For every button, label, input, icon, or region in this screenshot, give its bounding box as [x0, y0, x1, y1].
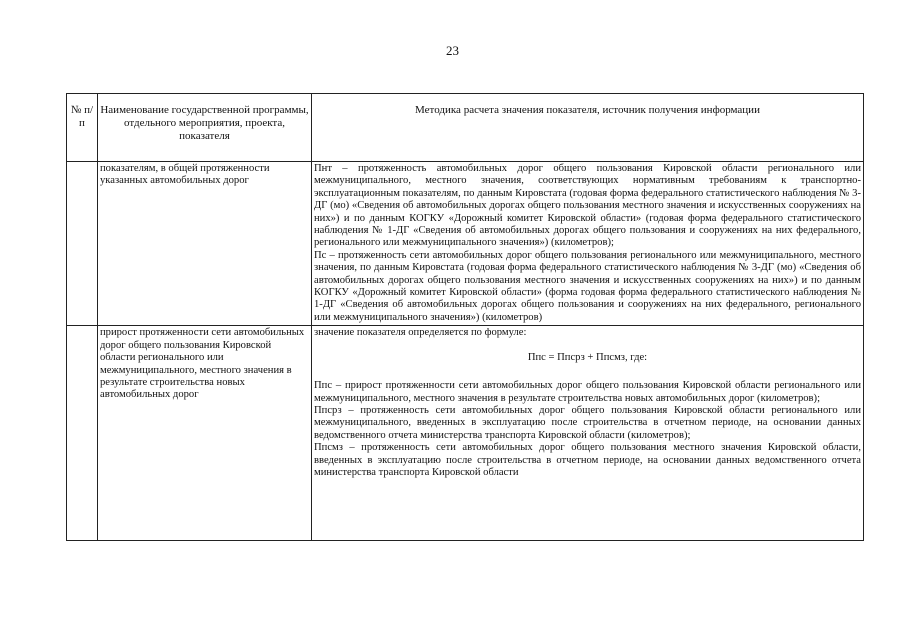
header-number: № п/п [67, 94, 98, 162]
table-header-row [67, 94, 864, 162]
header-name: Наименование государственной программы, отдельного мероприятия, проекта, показателя [98, 94, 312, 162]
indicator-name: прирост протяженности сети автомобильных дорог общего пользования Кировской области регионального или межмуниципального, местного значения в результате строительства новых автомобильных дорог [98, 326, 312, 541]
method-paragraph: Пс – протяженность сети автомобильных дорог общего пользования регионального или межмуниципального, местного значения, по данным Кировстата (годовая форма федерального статистического наблюдения № 3-ДГ (мо) «Сведения об автомобильных дорогах общего пользования местного значения и искусственных сооружениях на них») и по данным КОГКУ «Дорожный комитет Кировской области» (форма годовая форма федерального статистического наблюдения № 1-ДГ «Сведения об автомобильных дорогах общего пользования и сооружениях на них федерального, регионального или межмуниципального значения») (километров) [314, 249, 861, 323]
table-row [67, 326, 864, 541]
page-number: 23 [446, 43, 459, 58]
method-paragraph: Пнт – протяженность автомобильных дорог общего пользования Кировской области регионального или межмуниципального, местного значения, соответствующих нормативным требованиям к транспортно-эксплуатационным показателям, по данным Кировстата (годовая форма федерального статистического наблюдения № 3-ДГ (мо) «Сведения об автомобильных дорогах общего пользования местного значения и искусственных сооружениях на них») и по данным КОГКУ «Дорожный комитет Кировской области» (годовая форма федерального статистического наблюдения № 1-ДГ «Сведения об автомобильных дорогах общего пользования и сооружениях на них федерального, регионального или межмуниципального значения») (километров); [314, 163, 861, 249]
method-paragraph: Ппсмз – протяженность сети автомобильных дорог общего пользования местного значения Кировской области, введенных в эксплуатацию после строительства в отчетном периоде, на основании данных ведомственного отчета министерства транспорта Кировской области [314, 442, 861, 478]
header-method: Методика расчета значения показателя, источник получения информации [312, 94, 864, 162]
method-paragraph: Ппс – прирост протяженности сети автомобильных дорог общего пользования Кировской области регионального или межмуниципального, местного значения в результате строительства новых автомобильных дорог (километров); [314, 380, 861, 404]
indicator-table [66, 93, 864, 541]
row-number [67, 326, 98, 541]
method-paragraph: Ппсрз – протяженность сети автомобильных дорог общего пользования Кировской области регионального или межмуниципального, введенных в эксплуатацию после строительства в отчетном периоде, на основании данных ведомственного отчета министерства транспорта Кировской области (километров); [314, 404, 861, 441]
table-row [67, 162, 864, 326]
row-number [67, 162, 98, 326]
method-cell [312, 162, 864, 326]
formula: Ппс = Ппсрз + Ппсмз, где: [527, 351, 648, 363]
method-cell [312, 326, 864, 541]
indicator-name: показателям, в общей протяженности указанных автомобильных дорог [98, 162, 312, 326]
method-intro: значение показателя определяется по формуле: [314, 327, 527, 339]
